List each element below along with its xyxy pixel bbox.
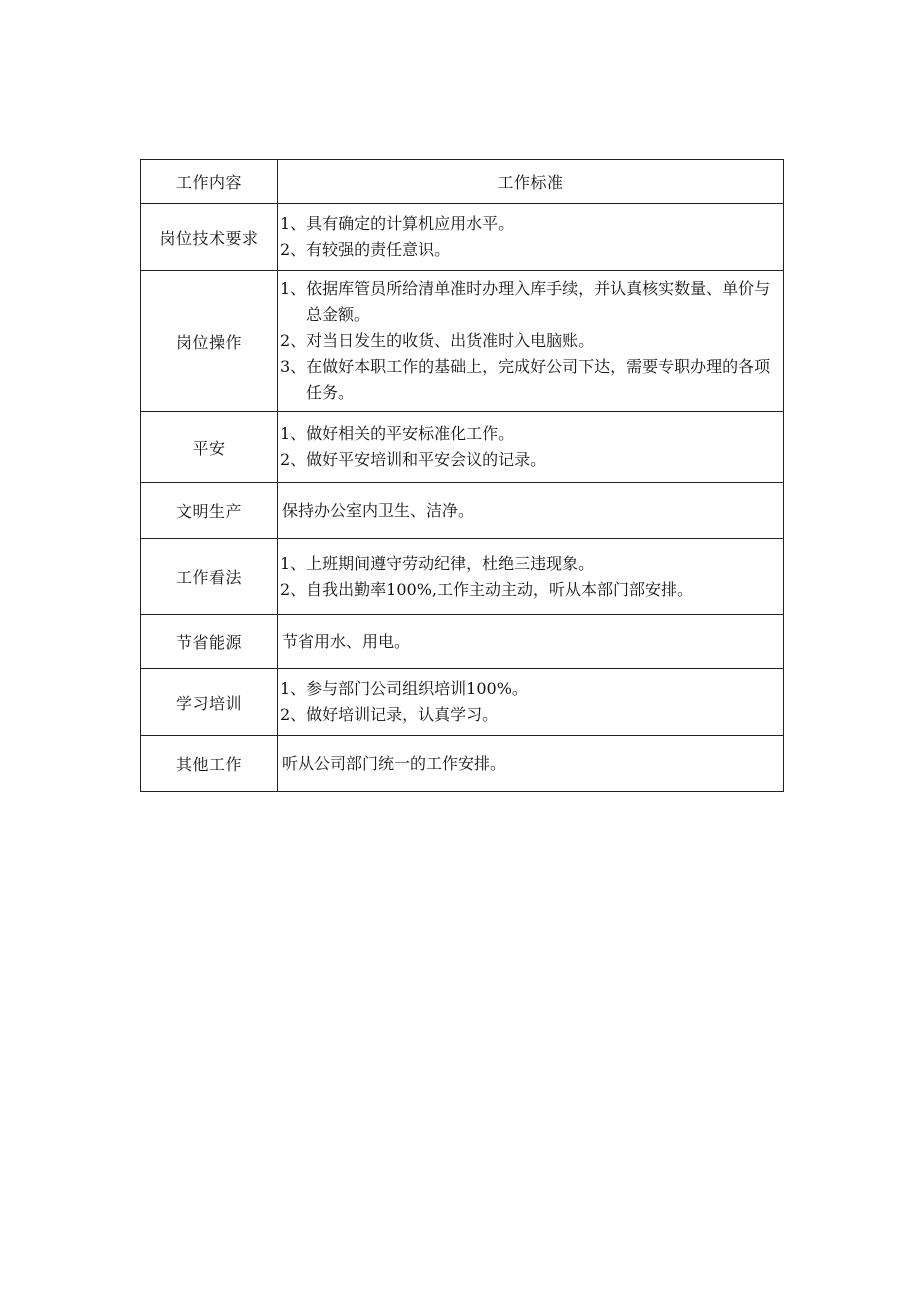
header-work-standard: 工作标准 bbox=[278, 160, 784, 204]
row-content bbox=[278, 412, 784, 483]
row-text: 节省用水、用电。 bbox=[282, 631, 411, 651]
row-label: 平安 bbox=[141, 412, 278, 483]
row-label: 学习培训 bbox=[141, 669, 278, 736]
row-content bbox=[278, 539, 784, 615]
list-item: 1、依据库管员所给清单准时办理入库手续，并认真核实数量、单价与总金额。 bbox=[280, 279, 771, 324]
row-label: 其他工作 bbox=[141, 736, 278, 792]
list-item: 2、对当日发生的收货、出货准时入电脑账。 bbox=[280, 331, 595, 350]
list-item: 3、在做好本职工作的基础上，完成好公司下达，需要专职办理的各项任务。 bbox=[280, 357, 771, 402]
list-item: 1、做好相关的平安标准化工作。 bbox=[280, 424, 515, 443]
row-content bbox=[278, 615, 784, 669]
row-label: 岗位技术要求 bbox=[141, 204, 278, 271]
row-content bbox=[278, 669, 784, 736]
row-text: 保持办公室内卫生、洁净。 bbox=[282, 500, 475, 520]
table-row-work-attitude bbox=[141, 539, 784, 615]
table-row-other-work bbox=[141, 736, 784, 792]
list-item: 1、上班期间遵守劳动纪律，杜绝三违现象。 bbox=[280, 553, 595, 573]
table-row-tech-requirements bbox=[141, 204, 784, 271]
list-item: 1、具有确定的计算机应用水平。 bbox=[280, 214, 515, 233]
row-label: 工作看法 bbox=[141, 539, 278, 615]
header-work-content: 工作内容 bbox=[141, 160, 278, 204]
table-row-energy-saving bbox=[141, 615, 784, 669]
row-label: 文明生产 bbox=[141, 483, 278, 539]
list-item: 1、参与部门公司组织培训100%。 bbox=[280, 679, 528, 698]
row-content bbox=[278, 271, 784, 412]
table-row-safety bbox=[141, 412, 784, 483]
table-header-row bbox=[141, 160, 784, 204]
list-item: 2、自我出勤率100%,工作主动主动，听从本部门部安排。 bbox=[280, 579, 694, 599]
table-row-civilized-production bbox=[141, 483, 784, 539]
row-content bbox=[278, 483, 784, 539]
row-content bbox=[278, 736, 784, 792]
list-item: 2、有较强的责任意识。 bbox=[280, 240, 451, 259]
list-item: 2、做好培训记录，认真学习。 bbox=[280, 705, 499, 724]
row-content bbox=[278, 204, 784, 271]
job-standards-table bbox=[140, 159, 784, 792]
row-text: 听从公司部门统一的工作安排。 bbox=[282, 753, 507, 773]
row-label: 节省能源 bbox=[141, 615, 278, 669]
table-row-operations bbox=[141, 271, 784, 412]
list-item: 2、做好平安培训和平安会议的记录。 bbox=[280, 450, 547, 469]
row-label: 岗位操作 bbox=[141, 271, 278, 412]
table-row-training bbox=[141, 669, 784, 736]
